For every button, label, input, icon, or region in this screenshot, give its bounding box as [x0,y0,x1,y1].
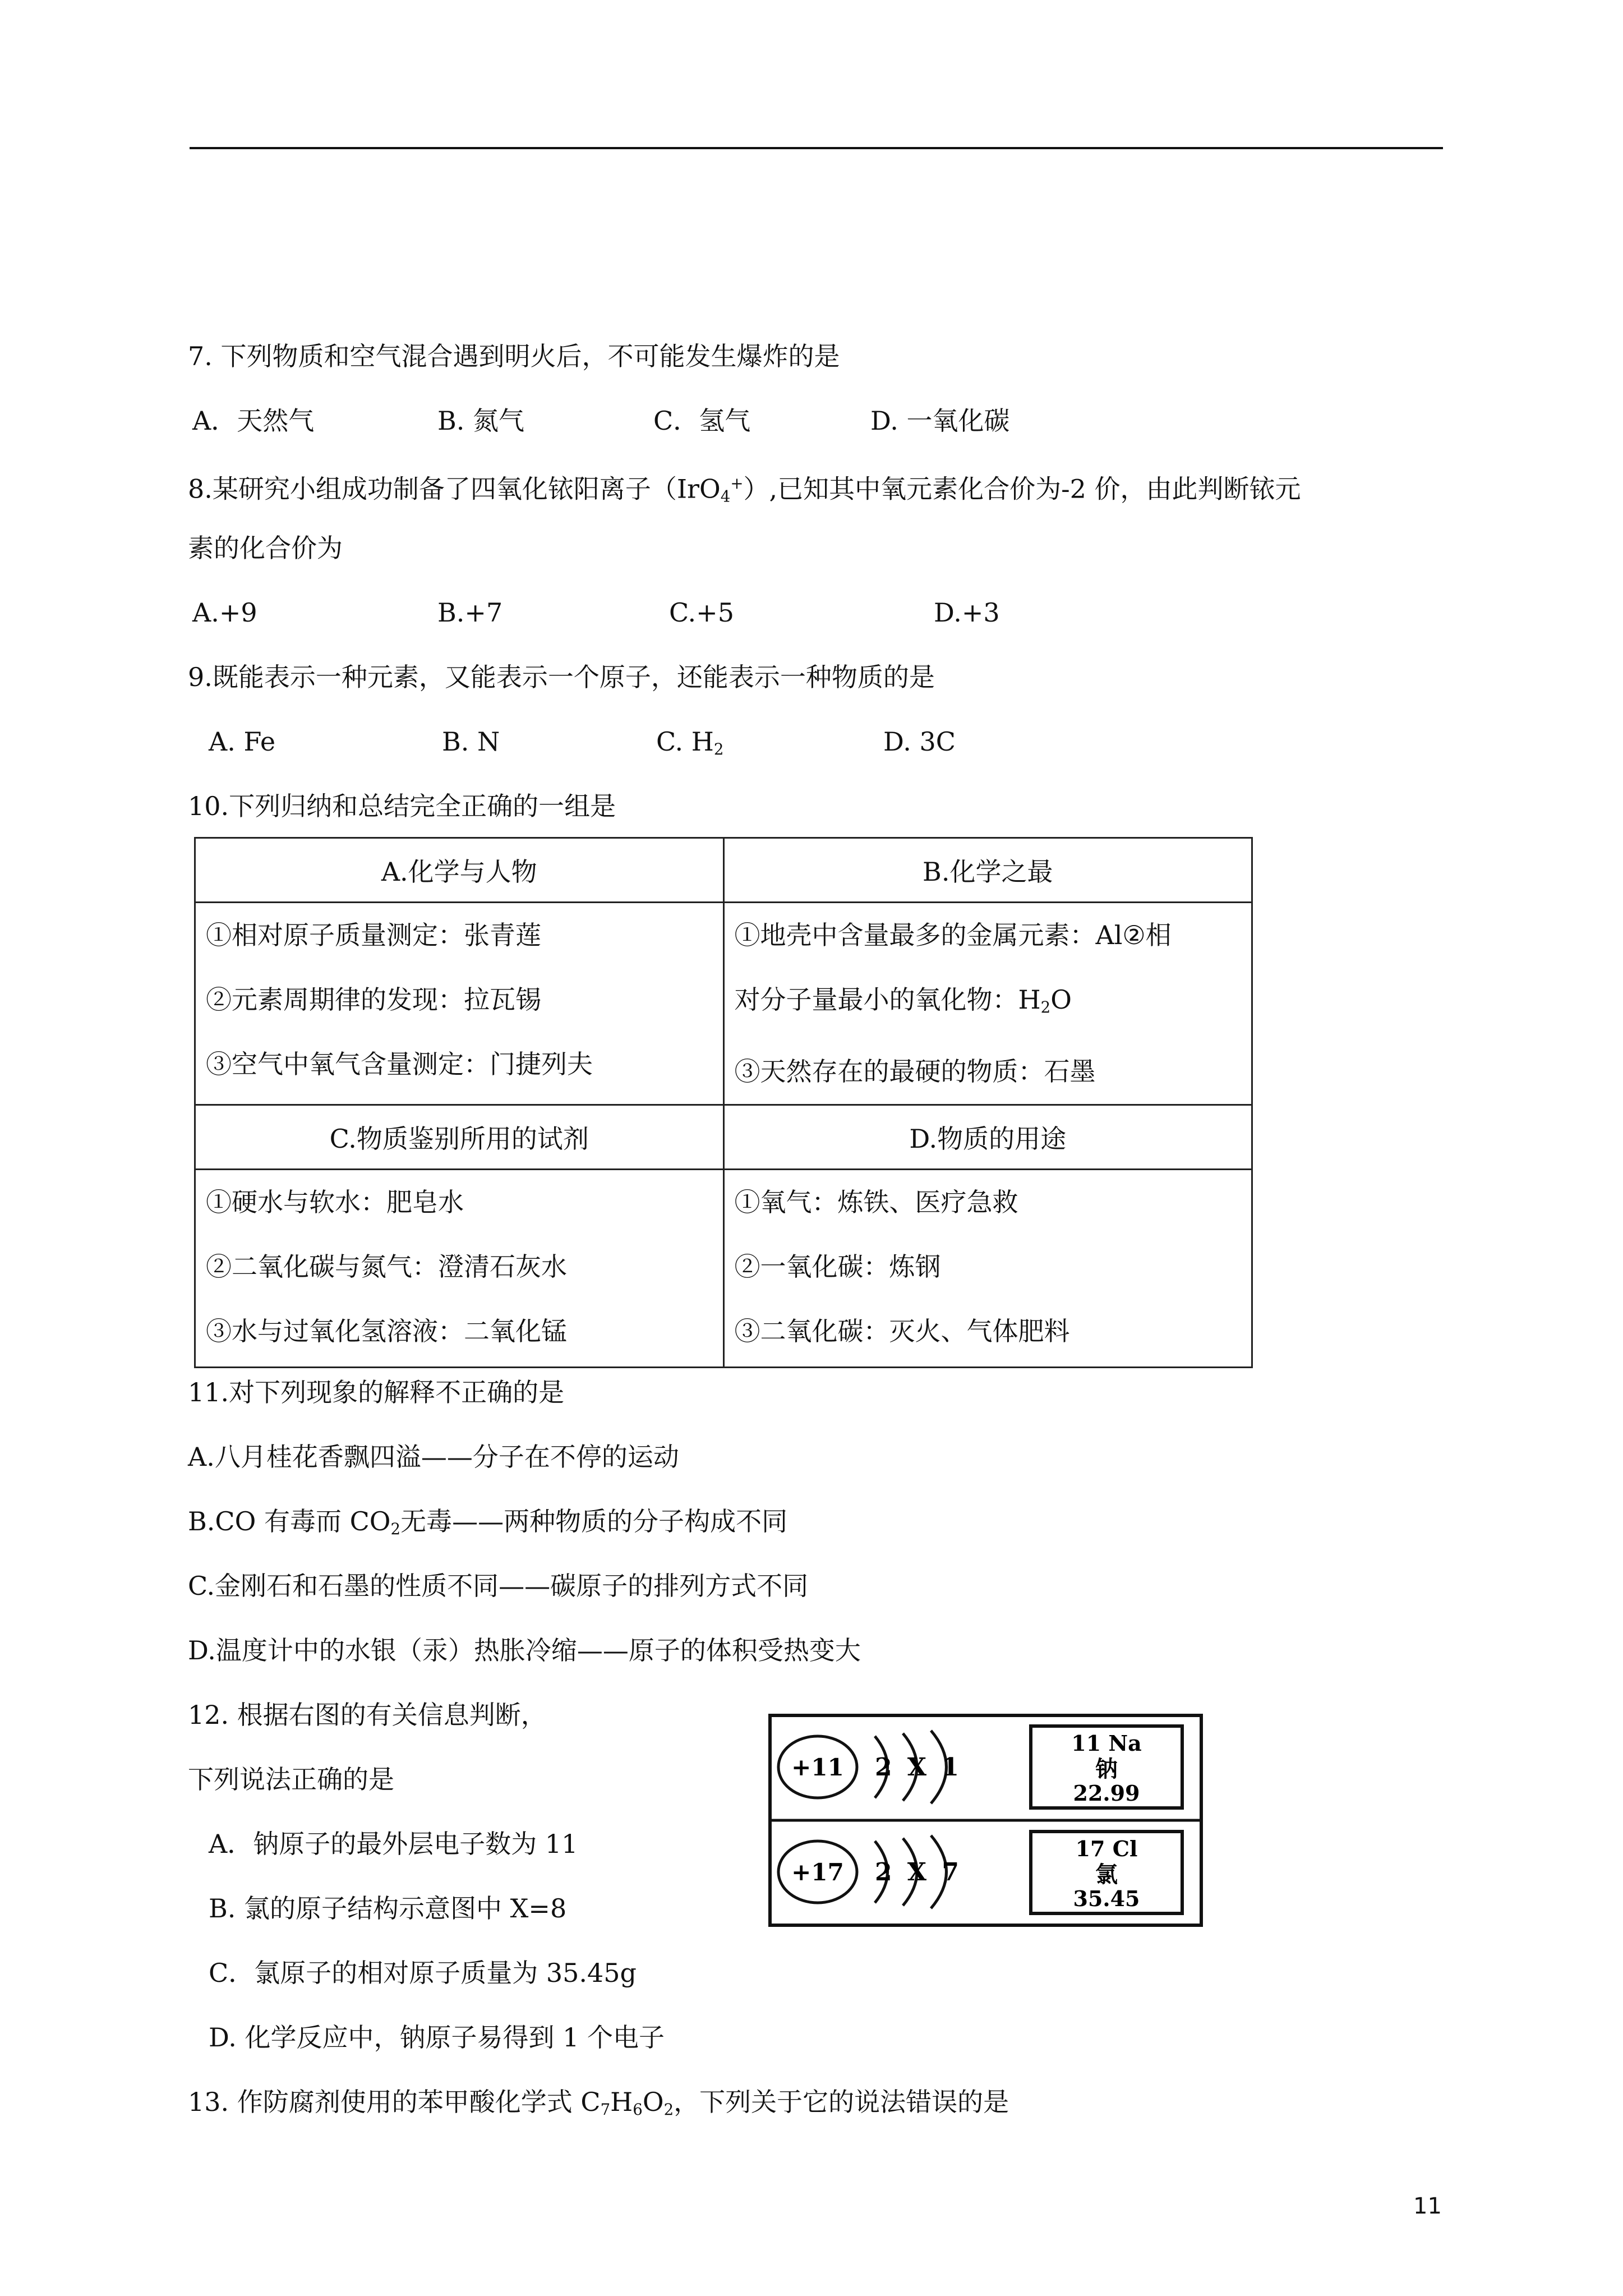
atom-structure-figure [768,1714,1203,1927]
cl-name: 氯 [1095,1861,1118,1888]
cl-number-symbol: 17 Cl [1075,1836,1138,1861]
q10-a-line: ③空气中氧气含量测定：门捷列夫 [206,1049,593,1079]
q10-cell-c-body [195,1169,724,1367]
page-number: 11 [1413,2193,1442,2219]
q10-cell-a-body [195,903,724,1105]
q10-d-line: ③二氧化碳：灭火、气体肥料 [734,1315,1070,1346]
q12-option-a: A．钠原子的最外层电子数为 11 [209,1829,578,1859]
q9-option-d: D. 3C [883,726,956,757]
header-rule [190,147,1443,149]
q10-c-line: ②二氧化碳与氮气：澄清石灰水 [206,1251,567,1282]
q10-cell-c-head: C.物质鉴别所用的试剂 [195,1105,724,1169]
q13-stem: 13. 作防腐剂使用的苯甲酸化学式 $C_7H_6O_2$，下列关于它的说法错误的是 [188,2087,1009,2119]
q9-option-b: B. N [442,726,500,757]
na-name: 钠 [1095,1756,1118,1782]
q10-cell-d-head: D.物质的用途 [723,1105,1252,1169]
q10-stem: 10.下列归纳和总结完全正确的一组是 [188,791,616,821]
q10-b-line: 对分子量最小的氧化物：$H_2O$ [734,984,1072,1016]
q11-stem: 11.对下列现象的解释不正确的是 [188,1377,565,1407]
q12-option-b: B. 氯的原子结构示意图中 X=8 [209,1893,567,1924]
q7-option-a: A．天然气 [192,406,315,436]
q10-cell-a-head: A.化学与人物 [195,838,724,903]
q12-option-d: D. 化学反应中，钠原子易得到 1 个电子 [209,2022,665,2053]
q10-c-line: ①硬水与软水：肥皂水 [206,1186,464,1217]
q8-stem-cont: 素的化合价为 [188,533,343,563]
q9-option-a: A. Fe [209,726,276,757]
na-number-symbol: 11 Na [1071,1731,1142,1756]
q11-option-a: A.八月桂花香飘四溢——分子在不停的运动 [188,1442,679,1472]
q10-summary-table [194,837,1253,1368]
q10-d-line: ①氧气：炼铁、医疗急救 [734,1186,1018,1217]
cl-nucleus-charge: +17 [791,1858,844,1886]
q7-stem: 7. 下列物质和空气混合遇到明火后，不可能发生爆炸的是 [188,341,840,371]
q12-stem-cont: 下列说法正确的是 [188,1764,394,1795]
q7-option-c: C．氢气 [653,406,751,436]
na-shell-electrons: 2 X 1 [874,1753,963,1782]
q8-option-a: A.+9 [192,597,257,628]
cl-shell-electrons: 2 X 7 [874,1858,963,1887]
na-nucleus-charge: +11 [791,1754,844,1781]
q11-option-d: D.温度计中的水银（汞）热胀冷缩——原子的体积受热变大 [188,1635,861,1665]
q10-b-line: ①地壳中含量最多的金属元素：Al②相 [734,920,1172,950]
q9-option-c: C. $H_2$ [656,726,724,758]
q8-option-b: B.+7 [437,597,503,628]
q10-cell-b-head: B.化学之最 [723,838,1252,903]
cl-mass: 35.45 [1073,1886,1140,1911]
q12-option-c: C．氯原子的相对原子质量为 35.45g [209,1958,637,1988]
q11-option-c: C.金刚石和石墨的性质不同——碳原子的排列方式不同 [188,1571,809,1601]
q10-cell-b-body [723,903,1252,1105]
q10-a-line: ①相对原子质量测定：张青莲 [206,920,541,950]
q10-d-line: ②一氧化碳：炼钢 [734,1251,941,1282]
q8-option-c: C.+5 [669,597,734,628]
q11-option-b: B.CO 有毒而 $CO_2$无毒——两种物质的分子构成不同 [188,1506,788,1538]
q10-a-line: ②元素周期律的发现：拉瓦锡 [206,984,541,1015]
q8-option-d: D.+3 [934,597,1000,628]
q10-c-line: ③水与过氧化氢溶液：二氧化锰 [206,1315,567,1346]
q9-stem: 9.既能表示一种元素，又能表示一个原子，还能表示一种物质的是 [188,662,935,692]
q7-option-d: D. 一氧化碳 [870,406,1010,436]
q12-stem: 12. 根据右图的有关信息判断， [188,1700,547,1730]
q10-b-line: ③天然存在的最硬的物质：石墨 [734,1056,1096,1087]
na-mass: 22.99 [1073,1780,1140,1806]
q10-cell-d-body [723,1169,1252,1367]
q7-option-b: B. 氮气 [437,406,525,436]
q8-stem: 8.某研究小组成功制备了四氧化铱阳离子（IrO$_4$+）,已知其中氧元素化合价为-2 价，由此判断铱元 [188,473,1301,506]
